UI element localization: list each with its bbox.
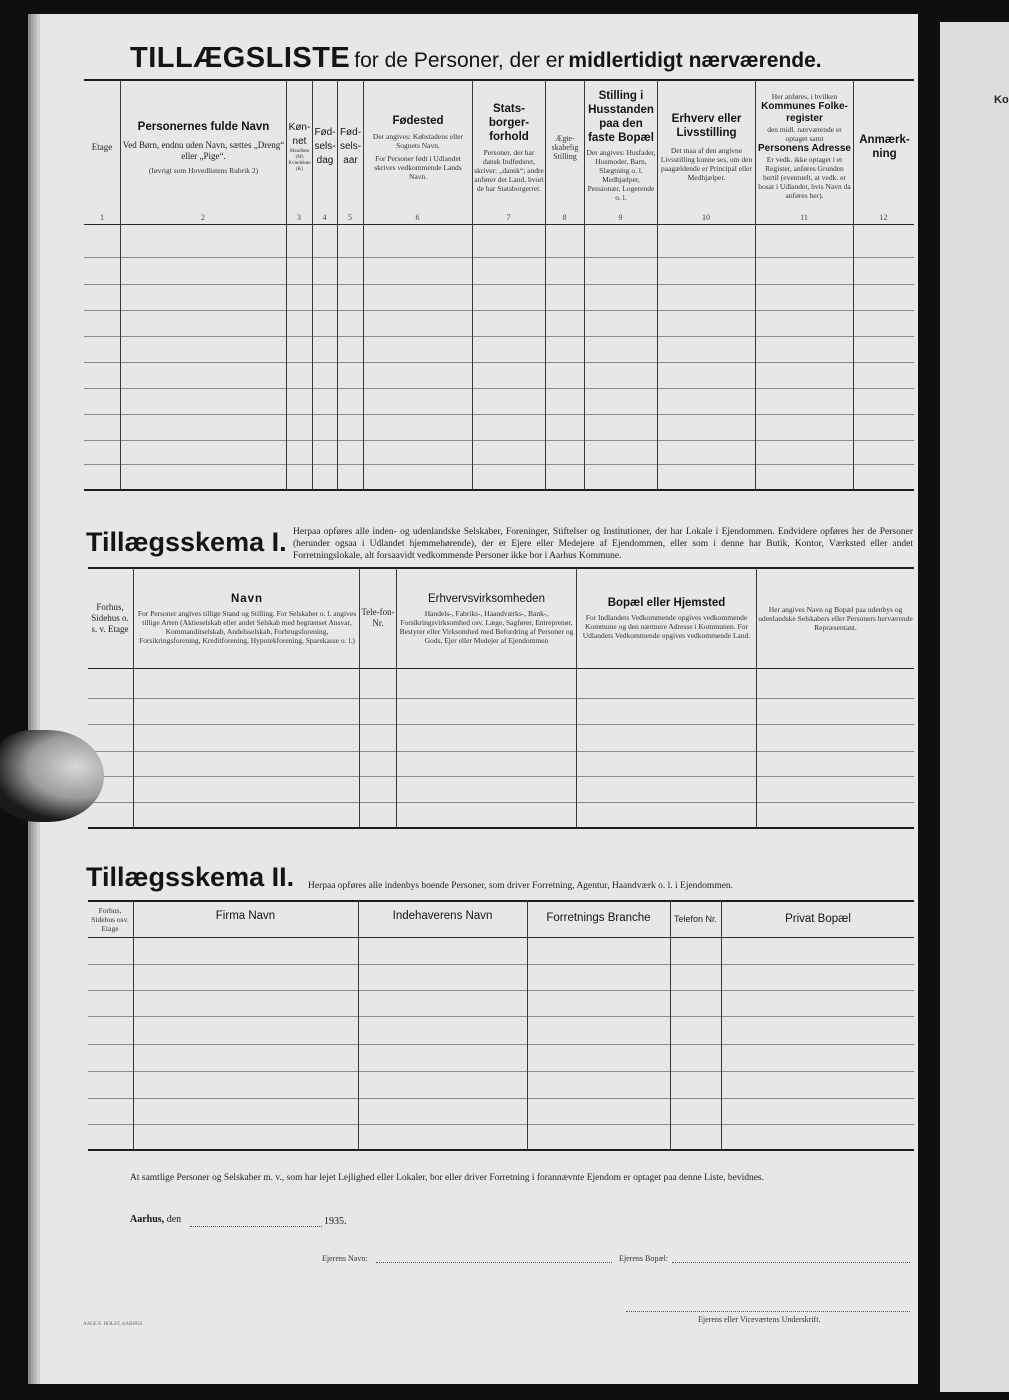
col-gender-note: Mandkøn (M) Kvindekøn (K) bbox=[288, 149, 311, 172]
col-marital-label: Ægte-skabelig Stilling bbox=[551, 133, 579, 161]
col-birthyear-label: Fød-sels-aar bbox=[339, 127, 362, 166]
col-name-header bbox=[122, 84, 285, 210]
col-citizenship-note: Personer, der har dansk Indfødsret, skriver: „dansk“; andre anfører det Land, hvori de har Statsborgerret. bbox=[474, 147, 544, 193]
col-name-label: Personernes fulde Navn bbox=[137, 120, 270, 133]
col-etage-label: Etage bbox=[91, 141, 113, 152]
col-birthplace-sub: Der angives: Købstadens eller Sognets Navn. bbox=[372, 131, 464, 150]
skema1-col-floor-label: Forhus, Sidehus o. s. v. Etage bbox=[91, 601, 129, 634]
footer-date-line bbox=[130, 1214, 181, 1225]
skema1-col-representative bbox=[758, 572, 913, 664]
col-remarks-label: Anmærk-ning bbox=[859, 134, 910, 160]
col-registry-pre: Her anføres, i hvilken bbox=[771, 92, 838, 101]
owner-address-label: Ejerens Bopæl: bbox=[619, 1254, 669, 1263]
owner-name-label: Ejerens Navn: bbox=[322, 1254, 368, 1263]
col-number: 1 bbox=[100, 213, 104, 222]
printer-mark: AAGE E. HOLST, AARHUS bbox=[83, 1322, 143, 1327]
skema2-col-phone-label: Telefon Nr. bbox=[673, 913, 718, 924]
skema1-col-phone bbox=[360, 572, 396, 664]
col-birthplace-label: Fødested bbox=[392, 114, 444, 127]
col-birthday-label: Fød-sels-dag bbox=[314, 127, 336, 166]
col-number: 5 bbox=[348, 213, 352, 222]
skema2-col-firm bbox=[134, 901, 357, 931]
skema2-col-address bbox=[722, 901, 914, 937]
skema1-intro: Herpaa opføres alle inden- og udenlandske Selskaber, Foreninger, Stiftelser og Institutioner, der har Lokale i Ejendommen. Endvidere opføres her de Personer (herunder ogsaa i Udlandet hjemmehørende), der er Ejere eller Medejere af Ejendommen, eller som i denne har Butik, Kontor, Værksted eller andet Forretningslokale, alt forsaavidt vedkommende Personer ikke bor i Aarhus Kommune. bbox=[293, 527, 913, 561]
col-number: 2 bbox=[201, 213, 205, 222]
owner-name-field[interactable] bbox=[376, 1262, 612, 1263]
col-number: 9 bbox=[618, 213, 623, 222]
col-registry-header bbox=[757, 80, 852, 212]
skema2-col-firm-label: Firma Navn bbox=[215, 910, 276, 922]
col-registry-note: Er vedk. ikke optaget i et Register, anføres Grunden hertil (eventuelt, at vedk. er bosat i Udlandet, hvis Navn da anføres her). bbox=[758, 155, 851, 200]
col-registry-address-label: Personens Adresse bbox=[757, 143, 851, 154]
col-number: 4 bbox=[322, 213, 327, 222]
skema2-col-branch-label: Forretnings Branche bbox=[546, 912, 651, 924]
skema1-col-name-note: For Personer angives tillige Stand og Stilling. For Selskaber o. l. angives tillige Arten (Aktieselskab eller andet Selskab med begrænset Ansvar, Kommanditselskab, Andelsselskab, Forbrugsforening, Forsikringsforening, Kreditforening, Hypotekforening, Sparekasse o. l.) bbox=[137, 608, 357, 645]
col-household-header bbox=[586, 78, 656, 212]
skema2-intro: Herpaa opføres alle indenbys boende Personer, som driver Forretning, Agentur, Haandværk o. l. i Ejendommen. bbox=[308, 881, 734, 891]
skema1-col-residence bbox=[578, 572, 755, 664]
title-middle: for de Personer, der er bbox=[354, 49, 565, 72]
skema1-col-phone-label: Tele-fon-Nr. bbox=[361, 607, 395, 628]
skema1-col-business bbox=[398, 572, 575, 664]
col-occupation-header bbox=[659, 84, 754, 210]
skema1-col-representative-note: Her angives Navn og Bopæl paa udenbys og udenlandske Selskabers eller Personers herværende Repræsentant. bbox=[758, 604, 913, 632]
col-household-label: Stilling i Husstanden paa den faste Bopæl bbox=[588, 89, 654, 144]
col-number: 3 bbox=[297, 213, 301, 222]
skema1-col-name-label: Navn bbox=[230, 592, 264, 605]
col-birthplace-note: For Personer født i Udlandet skrives vedkommende Lands Navn. bbox=[374, 153, 462, 181]
skema1-title: Tillægsskema I. bbox=[86, 527, 287, 557]
col-number: 6 bbox=[415, 213, 420, 222]
col-remarks-header bbox=[855, 84, 914, 210]
skema2-col-owner bbox=[359, 901, 526, 931]
footer-year: 1935. bbox=[324, 1216, 347, 1227]
date-field[interactable] bbox=[190, 1226, 322, 1227]
col-registry-label: Kommunes Folke-register bbox=[761, 101, 848, 124]
col-marital-header bbox=[546, 84, 584, 210]
col-number: 12 bbox=[879, 213, 888, 222]
col-number: 7 bbox=[506, 213, 511, 222]
col-occupation-note: Det maa af den angivne Livsstilling kunne ses, om den paagældende er Principal eller Medhjælper. bbox=[660, 146, 753, 182]
owner-address-field[interactable] bbox=[672, 1262, 910, 1263]
skema2-col-phone bbox=[671, 901, 720, 937]
footer-place: Aarhus, bbox=[130, 1214, 165, 1225]
col-birthyear-header bbox=[338, 84, 363, 210]
col-gender-header bbox=[287, 84, 312, 210]
signature-field[interactable] bbox=[626, 1311, 910, 1312]
skema2-col-owner-label: Indehaverens Navn bbox=[392, 910, 493, 922]
footer-declaration: At samtlige Personer og Selskaber m. v., som har lejet Lejlighed eller Lokaler, bor eller driver Forretning i forannævnte Ejendom er optaget paa denne Liste, bevidnes. bbox=[130, 1173, 764, 1183]
skema2-title: Tillægsskema II. bbox=[86, 862, 295, 892]
title-main: TILLÆGSLISTE bbox=[130, 42, 351, 74]
signature-label: Ejerens eller Viceværtens Underskrift. bbox=[698, 1315, 821, 1324]
col-occupation-label: Erhverv eller Livsstilling bbox=[671, 113, 742, 139]
col-citizenship-label: Stats-borger-forhold bbox=[488, 102, 530, 143]
skema1-col-floor bbox=[88, 572, 132, 664]
skema1-col-business-note: Handels-, Fabriks-, Haandværks-, Bank-, Forsikringsvirksomhed osv. Læge, Sagfører, Entreprenør, Bestyrer eller Virksomhed med Befordring af Personer og Gods, Ejer eller Medejer af Ejendommen bbox=[399, 608, 574, 645]
col-household-note: Der angives: Husfader, Husmoder, Barn, Slægtning o. l. Medhjælper, Pensionær, Logerende o. l. bbox=[586, 147, 656, 202]
col-number: 10 bbox=[702, 213, 710, 222]
skema1-col-residence-note: For Indlandets Vedkommende opgives vedkommende Kommune og den nærmere Adresse i Kommunen. For Udlandets Vedkommende opgives vedkommende Land. bbox=[582, 613, 751, 640]
col-name-note: (Iøvrigt som Hovedlistens Rubrik 2) bbox=[148, 165, 259, 175]
adjacent-page bbox=[940, 22, 1009, 1392]
col-number: 8 bbox=[562, 213, 567, 222]
skema1-col-business-label: Erhvervsvirksomheden bbox=[428, 592, 545, 605]
col-citizenship-header bbox=[474, 84, 544, 210]
skema2-col-floor bbox=[88, 901, 132, 937]
skema2-col-floor-label: Forhus, Sidehus osv. Etage bbox=[91, 905, 129, 933]
col-birthplace-header bbox=[365, 84, 471, 210]
col-birthday-header bbox=[313, 84, 337, 210]
col-gender-label: Køn-net bbox=[288, 122, 311, 147]
page-title bbox=[130, 42, 822, 75]
adjacent-page-fragment: Ko bbox=[994, 94, 1009, 106]
title-emphasis: midlertidigt nærværende. bbox=[568, 49, 822, 72]
col-name-sub: Ved Børn, endnu uden Navn, sættes „Dreng“ eller „Pige“. bbox=[122, 139, 285, 161]
col-number: 11 bbox=[800, 213, 808, 222]
skema1-col-residence-label: Bopæl eller Hjemsted bbox=[607, 597, 726, 609]
skema2-col-address-label: Privat Bopæl bbox=[785, 913, 851, 925]
skema2-col-branch bbox=[528, 901, 669, 935]
col-etage-header bbox=[84, 84, 120, 210]
footer-den: den bbox=[166, 1214, 182, 1225]
skema1-col-name bbox=[136, 572, 358, 664]
col-registry-sub: den midl. nærværende er optaget samt bbox=[767, 125, 842, 143]
